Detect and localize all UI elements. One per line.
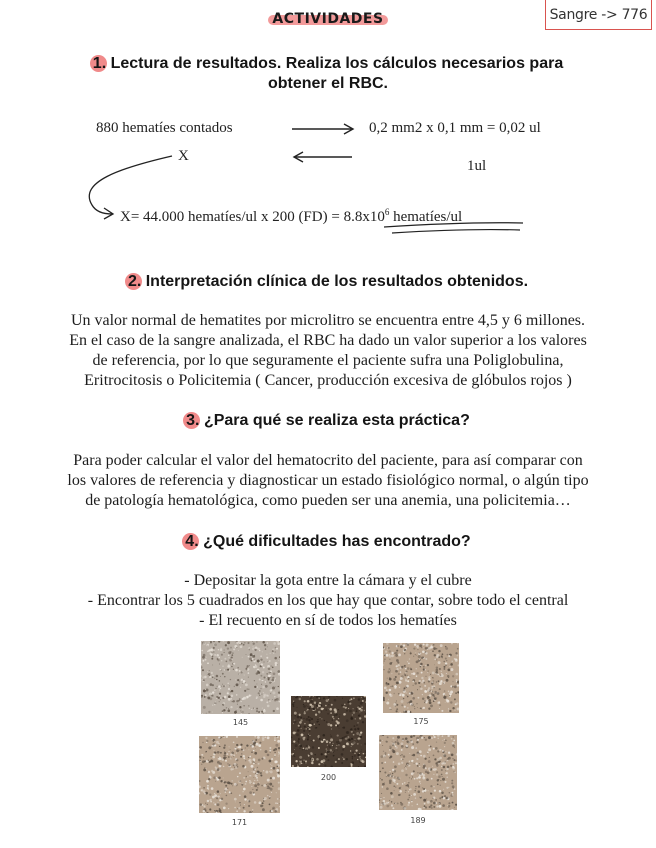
- q4-list: [20, 571, 636, 631]
- micro-label-189: 189: [410, 816, 426, 825]
- q1-right-top: 0,2 mm2 x 0,1 mm = 0,02 ul: [369, 120, 541, 136]
- page-tag-label: Sangre -> 776: [549, 6, 648, 23]
- q2-line: Eritrocitosis o Policitemia ( Cancer, producción excesiva de glóbulos rojos ): [84, 372, 572, 389]
- q4-heading: [40, 532, 616, 552]
- q4-item: - Depositar la gota entre la cámara y el cubre: [184, 572, 472, 589]
- micro-image-189: [379, 735, 457, 810]
- q4-item: - Encontrar los 5 cuadrados en los que hay que contar, sobre todo el central: [87, 592, 569, 609]
- micro-image-200: [291, 696, 366, 767]
- q3-line: de patología hematológica, como pueden ser una anemia, una policitemia…: [85, 492, 571, 509]
- micro-label-171: 171: [231, 818, 248, 827]
- page-title: ACTIVIDADES: [268, 11, 387, 27]
- q1-result: [120, 207, 462, 226]
- q3-heading-text: . ¿Para qué se realiza esta práctica?: [195, 412, 470, 429]
- q2-line: de referencia, por lo que seguramente el paciente sufra una Poliglobulina,: [92, 352, 564, 369]
- arrow-right-icon: [292, 124, 353, 134]
- micro-image-145: [201, 641, 280, 714]
- micro-label-175: 175: [413, 717, 429, 726]
- q3-line: Para poder calcular el valor del hematocrito del paciente, para así comparar con: [73, 452, 583, 469]
- q4-item: - El recuento en sí de todos los hematíes: [199, 612, 457, 629]
- q1-result-unit: hematíes/ul: [389, 209, 463, 225]
- q4-heading-text: . ¿Qué dificultades has encontrado?: [194, 533, 471, 550]
- q2-line: Un valor normal de hematites por microlitro se encuentra entre 4,5 y 6 millones.: [70, 312, 586, 329]
- q1-heading-line2: obtener el RBC.: [267, 75, 388, 92]
- q2-paragraph: [30, 311, 626, 391]
- micro-image-175: [383, 643, 459, 713]
- q2-number: 2: [127, 273, 137, 290]
- q3-number: 3: [186, 412, 196, 429]
- q3-paragraph: [30, 451, 626, 511]
- q2-heading-text: . Interpretación clínica de los resultados obtenidos.: [136, 273, 529, 290]
- micro-label-200: 200: [320, 773, 337, 782]
- q1-right-ul: 1ul: [467, 158, 487, 174]
- q1-heading-line1: . Lectura de resultados. Realiza los cálculos necesarios para: [101, 55, 564, 72]
- q1-result-prefix: X= 44.000 hematíes/ul x 200 (FD) =: [120, 209, 344, 225]
- q2-line: En el caso de la sangre analizada, el RBC ha dado un valor superior a los valores: [69, 332, 587, 349]
- curved-arrow-icon: [89, 156, 172, 214]
- q1-result-exp: 6: [384, 207, 390, 217]
- q3-heading: [40, 411, 616, 431]
- q1-left-top: 880 hematíes contados: [96, 120, 233, 136]
- q1-result-value: 8.8x10: [343, 209, 385, 225]
- q3-line: los valores de referencia y diagnosticar un estado fisiológico normal, o algún tipo: [67, 472, 589, 489]
- q2-heading: [40, 272, 616, 292]
- q4-number: 4: [185, 533, 195, 550]
- q1-left-x: X: [178, 148, 189, 164]
- micro-image-171: [199, 736, 280, 813]
- q1-number: 1: [92, 55, 102, 72]
- micro-label-145: 145: [232, 718, 249, 727]
- arrow-left-icon: [294, 152, 352, 162]
